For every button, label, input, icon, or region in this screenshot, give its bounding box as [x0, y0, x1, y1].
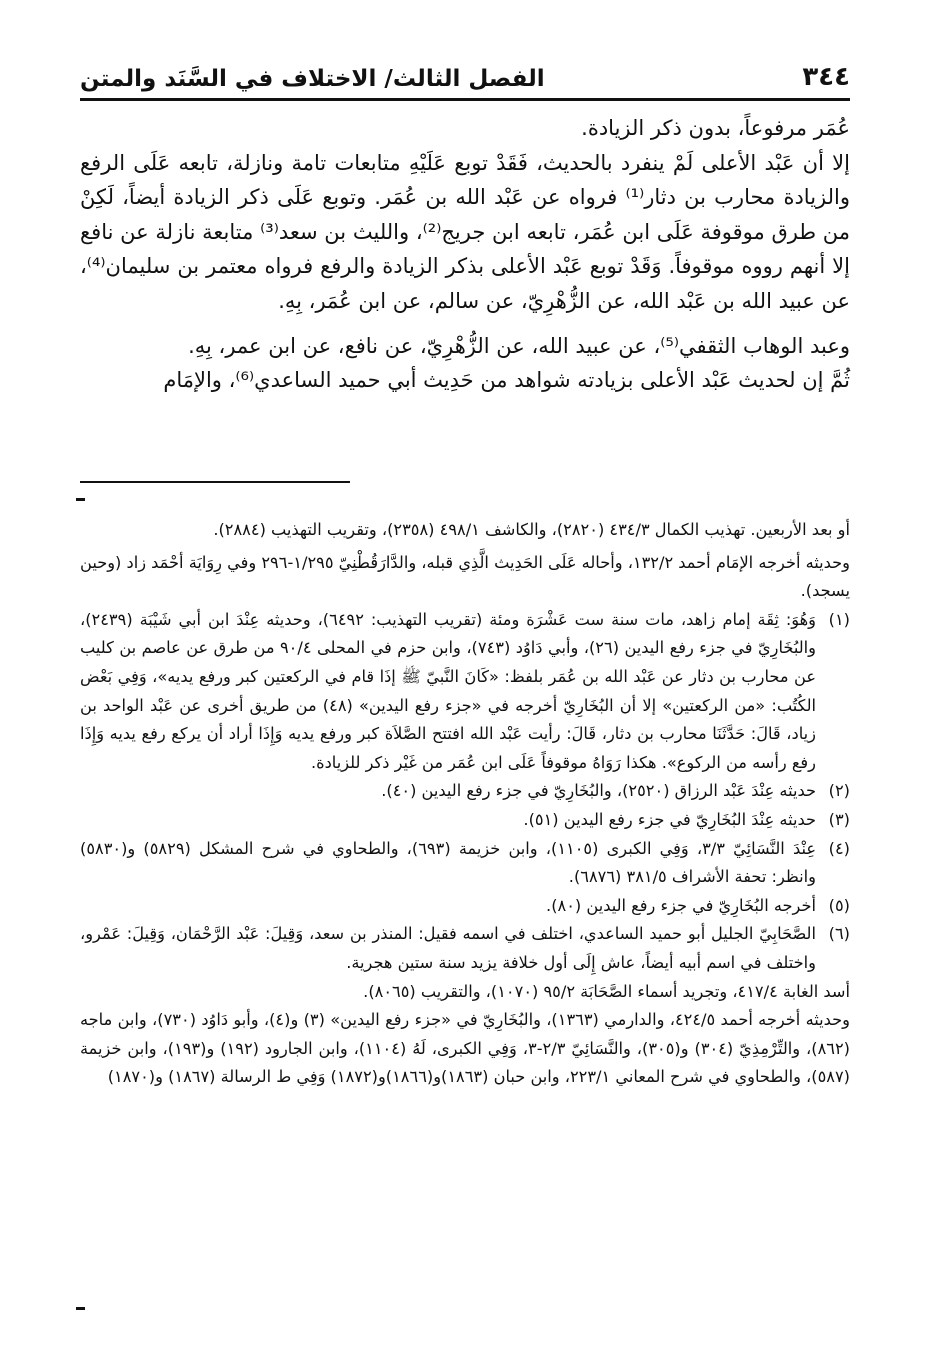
footnote-continuation: وحديثه أخرجه الإمَام أحمد ١٣٢/٢، وأحاله عَلَى الحَدِيث الَّذِي قبله، والدَّارَقُطْنِيّ ١/٢٩٥-٢٩٦ وفي رِوَايَة أحْمَد زاد (وحين يسجد). — [80, 552, 850, 601]
paragraph: وعبد الوهاب الثقفي⁽⁵⁾، عن عبيد الله، عن الزُّهْرِيّ، عن نافع، عن ابن عمر، بِهِ. — [188, 333, 850, 358]
paragraph: عُمَر مرفوعاً، بدون ذكر الزيادة. — [581, 116, 850, 140]
footnote-after: أسد الغابة ٤١٧/٤، وتجريد أسماء الصَّحَابَة ٩٥/٢ (١٠٧٠)، والتقريب (٨٠٦٥). — [363, 981, 850, 1001]
footnote-5 — [80, 892, 850, 921]
footnote-text: وَهُوَ: ثِقَة إمام زاهد، مات سنة ست عَشْرَة ومئة (تقريب التهذيب: ٦٤٩٢)، وحديثه عِنْدَ ابن أبي شَيْبَة (٢٤٣٩)، والبُخَارِيّ في جزء رفع اليدين (٢٦)، وأبي دَاوُد (٧٤٣)، وابن حزم في المحلى ٩٠/٤ من طرق عن عاصم بن كليب عن محارب بن دثار عن عَبْد الله بن عُمَر بلفظ: «كَانَ النَّبيّ ﷺ إذَا قام في الركعتين كبر ورفع يديه»، وَفِي بَعْض الكُتُب: «من الركعتين» إلا أن البُخَارِيّ أخرجه في «جزء رفع اليدين» (٤٨) من طريق أخرى عن عَبْد الواحد بن زياد، قَالَ: حَدَّثَنَا محارب بن دثار، قَالَ: رأيت عَبْد الله افتتح الصَّلاَة كبر ورفع يديه وَإِذَا أراد أن يركع رفع يديه وَإِذَا رفع رأسه من الركوع». هكذا رَوَاهُ موقوفاً عَلَى ابن عُمَر من غَيْر ذكر للزيادة. — [80, 609, 816, 772]
footnote-2 — [80, 777, 850, 806]
footnote-text: حديثه عِنْدَ عَبْد الرزاق (٢٥٢٠)، والبُخَارِيّ في جزء رفع اليدين (٤٠). — [381, 781, 816, 801]
footnote-3 — [80, 806, 850, 835]
main-text — [80, 111, 850, 398]
chapter-title: الفصل الثالث/ الاختلاف في السَّنَد والمتن — [80, 66, 545, 92]
footnotes — [80, 516, 850, 1092]
footnote-number: (٢) — [828, 781, 850, 801]
footnote-text: الصَّحَابِيّ الجليل أبو حميد الساعدي، اختلف في اسمه فقيل: المنذر بن سعد، وَقِيلَ: عَبْد الرَّحْمَان، وَقِيلَ: عَمْرو، واختلف في اسم أبيه أيضاً، عاش إِلَى أول خلافة يزيد سنة ستين هجرية. — [80, 924, 816, 972]
footnote-after: وحديثه أخرجه أحمد ٤٢٤/٥، والدارمي (١٣٦٣)، والبُخَارِيّ في «جزء رفع اليدين» (٣) و(٤)، وأبو دَاوُد (٧٣٠)، وابن ماجه (٨٦٢)، والتِّرْمِذِيّ (٣٠٤) و(٣٠٥)، والنَّسَائِيّ ٢/٣-٣، وَفِي الكبرى، لَهُ (١١٠٤)، وابن الجارود (١٩٢) و(١٩٣)، وابن خزيمة (٥٨٧)، والطحاوي في شرح المعاني ٢٢٣/١، وابن حبان (١٨٦٣)و(١٨٦٦)و(١٨٧٢) وَفِي ط الرسالة (١٨٦٧) و(١٨٧٠) — [80, 1010, 850, 1087]
footnote-continuation: أو بعد الأربعين. تهذيب الكمال ٤٣٤/٣ (٢٨٢٠)، والكاشف ٤٩٨/١ (٢٣٥٨)، وتقريب التهذيب (٢٨٨٤). — [213, 520, 850, 539]
margin-mark — [76, 1307, 85, 1310]
paragraph: إلا أن عَبْد الأعلى لَمْ ينفرد بالحديث، فَقَدْ توبع عَلَيْهِ متابعات تامة ونازلة، تابعه عَلَى الرفع والزيادة محارب بن دثار⁽¹⁾ فرواه عن عَبْد الله بن عُمَر. وتوبع عَلَى ذكر الزيادة أيضاً، لَكِنْ من طرق موقوفة عَلَى ابن عُمَر، تابعه ابن جريج⁽²⁾، والليث بن سعد⁽³⁾ متابعة نازلة عن نافع إلا أنهم رووه موقوفاً. وَقَدْ توبع عَبْد الأعلى بذكر الزيادة والرفع فرواه معتمر بن سليمان⁽⁴⁾، عن عبيد الله بن عَبْد الله، عن الزُّهْرِيّ، عن سالم، عن ابن عُمَر، بِهِ. — [80, 150, 851, 313]
book-page — [80, 52, 851, 1087]
footnote-number: (١) — [828, 609, 850, 629]
footnote-number: (٤) — [828, 838, 850, 858]
footnote-number: (٦) — [828, 924, 850, 944]
footnote-number: (٥) — [828, 895, 850, 915]
footnote-text: عِنْدَ النَّسَائِيّ ٣/٣، وَفِي الكبرى (١١٠٥)، وابن خزيمة (٦٩٣)، والطحاوي في شرح المشكل (٥٨٢٩) و(٥٨٣٠) وانظر: تحفة الأشراف ٣٨١/٥ (٦٨٧٦). — [80, 838, 816, 887]
footnote-6 — [80, 920, 850, 977]
running-header — [80, 52, 850, 101]
footnote-number: (٣) — [828, 809, 850, 829]
footnote-4 — [80, 835, 850, 892]
footnote-text: حديثه عِنْدَ البُخَارِيّ في جزء رفع اليدين (٥١). — [523, 809, 816, 829]
paragraph: ثُمَّ إن لحديث عَبْد الأعلى بزيادته شواهد من حَدِيث أبي حميد الساعدي⁽⁶⁾، والإمَام — [163, 368, 850, 393]
footnote-1 — [80, 606, 850, 778]
page-number: ٣٤٤ — [802, 62, 850, 92]
footnote-divider — [80, 481, 350, 483]
footnote-text: أخرجه البُخَارِيّ في جزء رفع اليدين (٨٠). — [546, 895, 816, 915]
margin-mark — [76, 498, 85, 501]
